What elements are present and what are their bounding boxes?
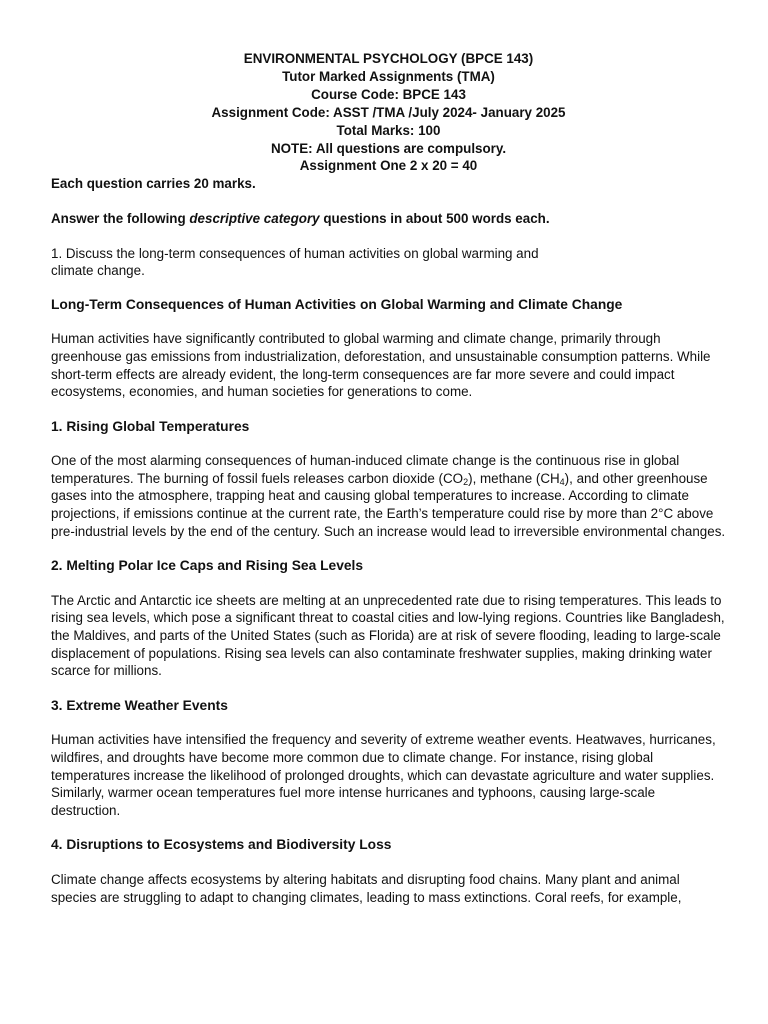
section-body-2: The Arctic and Antarctic ice sheets are melting at an unprecedented rate due to rising temperatures. This leads to rising sea levels, which pose a significant threat to coastal cities and low-lying regions. Countries like Bangladesh, the Maldives, and parts of the United States (such as Florida) are at risk of severe flooding, leading to large-scale displacement of populations. Rising sea levels can also contaminate freshwater supplies, making drinking water scarce for millions. [51,592,725,679]
document-page [51,50,726,906]
question-text: 1. Discuss the long-term consequences of human activities on global warming and climate change. [51,245,539,279]
assignment-header [51,50,726,175]
compulsory-note: NOTE: All questions are compulsory. [270,140,507,156]
section-body-4: Climate change affects ecosystems by altering habitats and disrupting food chains. Many plant and animal species are struggling to adapt to changing climates, leading to mass extinctions. Coral reefs, for example, [51,871,682,905]
section-body-1-part1: One of the most alarming consequences of human-induced climate change is the continuous rise in global temperatures. The burning of fossil fuels releases carbon dioxide (CO [51,453,680,486]
section-heading-1: 1. Rising Global Temperatures [51,418,250,434]
instruction-before: Answer the following [51,210,190,226]
instruction [51,210,726,228]
tma-title: Tutor Marked Assignments (TMA) [282,68,495,84]
section-heading-3: 3. Extreme Weather Events [51,697,228,713]
section-body-1-part2: ), methane (CH [468,470,560,486]
assignment-one-marks: Assignment One 2 x 20 = 40 [299,158,478,174]
course-title: ENVIRONMENTAL PSYCHOLOGY (BPCE 143) [243,51,534,66]
assignment-code: Assignment Code: ASST /TMA /July 2024- January 2025 [211,104,566,120]
ch4-subscript: 4 [559,476,565,487]
section-body-1 [51,452,726,540]
section-body-3: Human activities have intensified the frequency and severity of extreme weather events. Heatwaves, hurricanes, wildfires, and droughts have become more common due to climate change. For instance, rising global temperatures increase the likelihood of prolonged droughts, which can devastate agriculture and water supplies. Similarly, warmer ocean temperatures fuel more intense hurricanes and typhoons, causing large-scale destruction. [51,732,716,818]
marks-note: Each question carries 20 marks. [51,176,256,192]
section-heading-2: 2. Melting Polar Ice Caps and Rising Sea Levels [51,558,364,574]
course-code: Course Code: BPCE 143 [311,86,466,102]
co2-subscript: 2 [463,476,469,487]
instruction-after: questions in about 500 words each. [319,210,550,226]
instruction-emphasis: descriptive category [189,210,320,226]
section-heading-4: 4. Disruptions to Ecosystems and Biodiversity Loss [51,837,392,853]
section-body-1-part3: ), and other greenhouse gases into the atmosphere, trapping heat and causing global temperatures to increase. According to climate projections, if emissions continue at the current rate, the Earth’s temperature could rise by more than 2°C above pre-industrial levels by the end of the century. Such an increase would lead to irreversible environmental changes. [51,470,726,539]
intro-paragraph: Human activities have significantly contributed to global warming and climate change, primarily through greenhouse gas emissions from industrialization, deforestation, and unsustainable consumption patterns. While short-term effects are already evident, the long-term consequences are far more severe and could impact ecosystems, economies, and human societies for generations to come. [51,331,711,400]
total-marks: Total Marks: 100 [336,122,441,138]
essay-title: Long-Term Consequences of Human Activities on Global Warming and Climate Change [51,296,623,312]
